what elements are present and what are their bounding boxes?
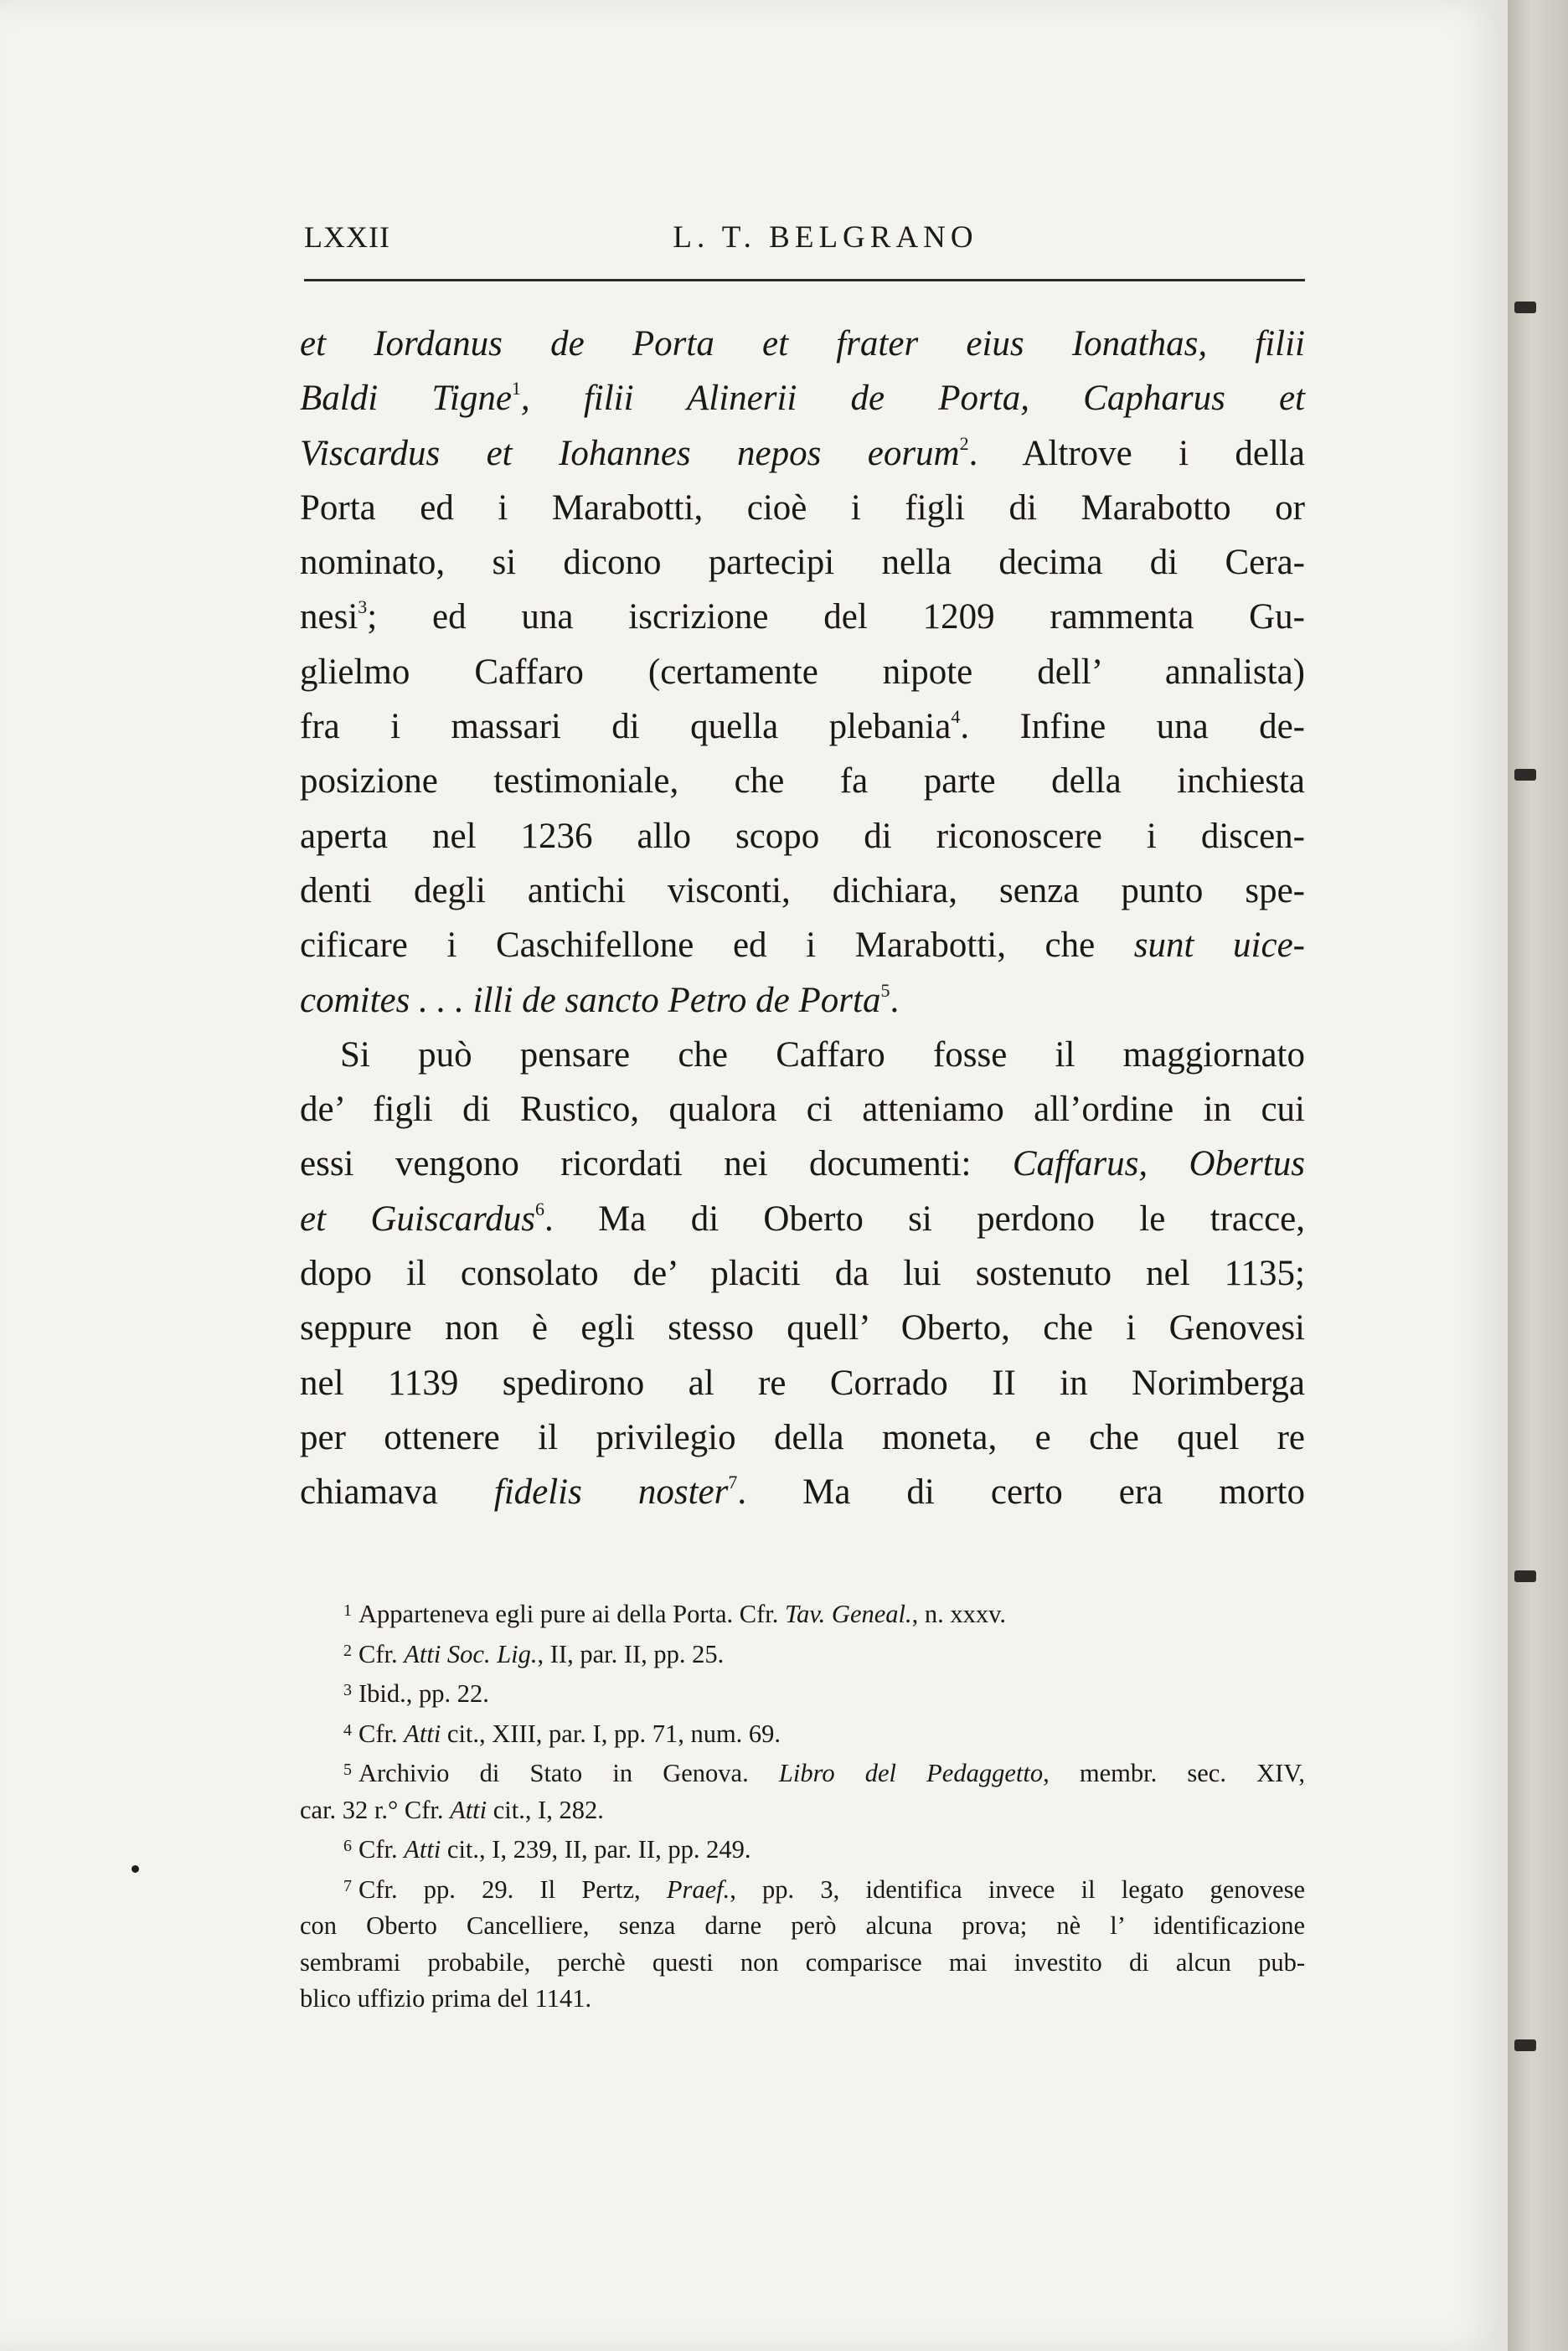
- text-line: denti degli antichi visconti, dichiara, senza punto spe-: [300, 870, 1305, 910]
- running-title: L. T. BELGRANO: [673, 220, 978, 255]
- footnote-ref: 4: [951, 706, 961, 728]
- text-line: fra i massari di quella plebania$^4$. Infine una de-: [300, 706, 1305, 747]
- footnote-ref: 1: [511, 378, 521, 400]
- footnote-5: $^5$ Archivio di Stato in Genova. Libro del Pedaggetto, membr. sec. XIV, car. 32 r.° Cfr. Atti cit., I, 282.: [300, 1759, 1306, 1824]
- binding-stitch: [1514, 302, 1536, 313]
- main-text: [300, 317, 1305, 1520]
- text-line: per ottenere il privilegio della moneta, e che quel re: [300, 1417, 1305, 1457]
- footnote-7: $^7$ Cfr. pp. 29. Il Pertz, Praef., pp. 3, identifica invece il legato genovese con Oberto Cancelliere, senza darne però alcuna prova; nè l’ identificazione sembrami probabile, perchè questi non comparisce mai investito di alcun pub- blico uffizio prima del 1141.: [300, 1874, 1306, 2013]
- footnote-1: $^1$ Apparteneva egli pure ai della Porta. Cfr. Tav. Geneal., n. xxxv.: [343, 1600, 1007, 1628]
- footnote-ref: 2: [959, 432, 969, 454]
- footnote-ref: 6: [535, 1198, 545, 1219]
- text-line: essi vengono ricordati nei documenti: Caffarus, Obertus: [300, 1144, 1305, 1184]
- binding-stitch: [1514, 769, 1536, 781]
- footnote-3: $^3$ Ibid., pp. 22.: [343, 1679, 489, 1708]
- page-edge: [1508, 0, 1568, 2351]
- text-line: nel 1139 spedirono al re Corrado II in Norimberga: [300, 1363, 1305, 1403]
- text-line: de’ figli di Rustico, qualora ci atteniamo all’ordine in cui: [300, 1090, 1305, 1130]
- footnote-4: $^4$ Cfr. Atti cit., XIII, par. I, pp. 71, num. 69.: [343, 1719, 781, 1748]
- footnote-ref: 7: [728, 1472, 738, 1493]
- footnote-6: $^6$ Cfr. Atti cit., I, 239, II, par. II, pp. 249.: [343, 1835, 751, 1864]
- ink-speck: [132, 1865, 139, 1873]
- text-line: Baldi Tigne$^1$, filii Alinerii de Porta, Capharus et: [300, 378, 1306, 419]
- footnote-2: $^2$ Cfr. Atti Soc. Lig., II, par. II, pp. 25.: [343, 1639, 725, 1668]
- text-line: nesi$^3$; ed una iscrizione del 1209 rammenta Gu-: [300, 596, 1305, 637]
- header-rule: [304, 279, 1305, 281]
- page-header: [304, 219, 1305, 261]
- text-line: Porta ed i Marabotti, cioè i figli di Marabotto or: [300, 487, 1305, 528]
- text-line: nominato, si dicono partecipi nella decima di Cera-: [300, 543, 1305, 583]
- text-line: aperta nel 1236 allo scopo di riconoscere i discen-: [300, 816, 1305, 856]
- text-line: dopo il consolato de’ placiti da lui sostenuto nel 1135;: [300, 1254, 1305, 1294]
- binding-stitch: [1514, 1570, 1536, 1582]
- footnote-ref: 3: [358, 596, 368, 618]
- text-line: Si può pensare che Caffaro fosse il maggiornato: [340, 1034, 1305, 1075]
- footnote-ref: 5: [880, 979, 890, 1001]
- text-line: comites . . . illi de sancto Petro de Porta$^5$.: [300, 979, 900, 1020]
- text-line: chiamava fidelis noster$^7$. Ma di certo era morto: [300, 1472, 1306, 1513]
- folio-number: LXXII: [304, 220, 390, 254]
- text-line: Viscardus et Iohannes nepos eorum$^2$. Altrove i della: [300, 432, 1305, 473]
- footnotes: [300, 1593, 1305, 2018]
- text-line: et Guiscardus$^6$. Ma di Oberto si perdono le tracce,: [300, 1198, 1305, 1239]
- text-line: cificare i Caschifellone ed i Marabotti, che sunt uice-: [300, 925, 1305, 966]
- text-line: et Iordanus de Porta et frater eius Ionathas, filii: [300, 324, 1305, 363]
- text-line: seppure non è egli stesso quell’ Oberto, che i Genovesi: [300, 1308, 1305, 1348]
- text-line: posizione testimoniale, che fa parte della inchiesta: [300, 761, 1305, 802]
- text-line: glielmo Caffaro (certamente nipote dell’ annalista): [300, 652, 1305, 692]
- binding-stitch: [1514, 2039, 1536, 2051]
